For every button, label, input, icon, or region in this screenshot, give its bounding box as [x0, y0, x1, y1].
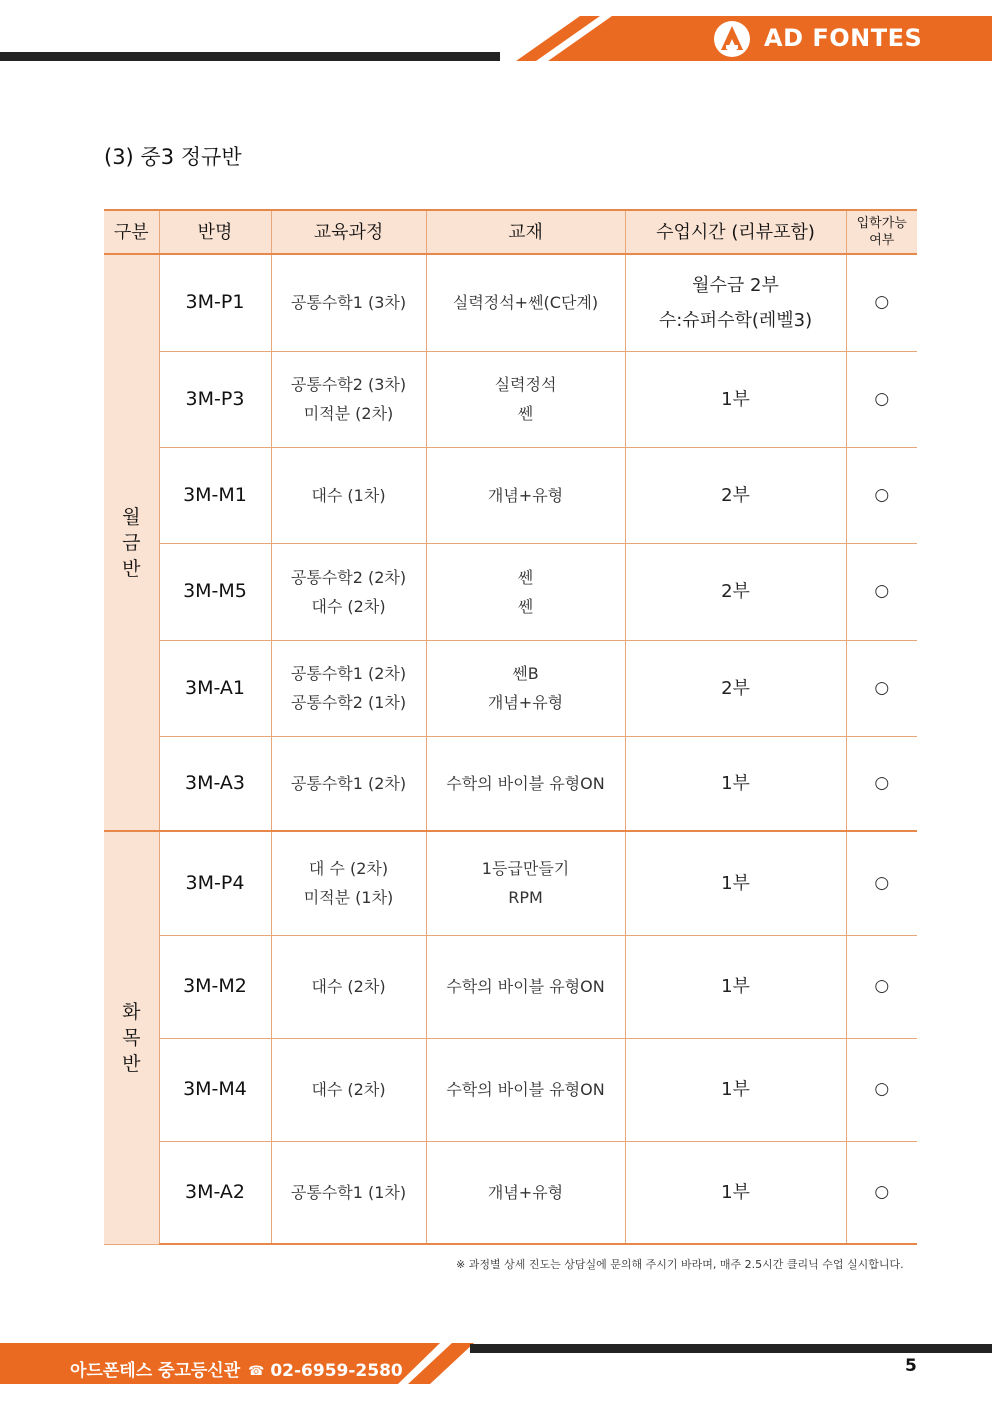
class-name: 3M-A3	[159, 736, 271, 831]
time-cell: 1부	[625, 935, 846, 1038]
textbook-cell	[426, 1141, 625, 1244]
brand-name: AD FONTES	[764, 24, 923, 52]
group-label-mon-fri	[104, 254, 159, 831]
textbook-line: 실력정석+쎈(C단계)	[452, 293, 599, 313]
availability-mark: ○	[846, 736, 917, 831]
time-line: 월수금 2부	[692, 274, 779, 296]
group-label-tue-thu	[104, 831, 159, 1244]
availability-mark: ○	[846, 1038, 917, 1141]
textbook-line: 쎈	[517, 596, 534, 616]
availability-mark: ○	[846, 640, 917, 736]
course-cell	[271, 254, 426, 351]
textbook-cell	[426, 447, 625, 543]
group-label-char: 월	[122, 505, 141, 528]
class-name: 3M-P3	[159, 351, 271, 447]
class-name: 3M-M1	[159, 447, 271, 543]
course-cell	[271, 640, 426, 736]
academy-name: 아드폰테스 중고등신관	[70, 1361, 241, 1381]
textbook-cell	[426, 543, 625, 640]
course-cell	[271, 1038, 426, 1141]
textbook-cell	[426, 831, 625, 935]
page-number: 5	[905, 1356, 917, 1376]
textbook-line: 수학의 바이블 유형ON	[446, 1080, 605, 1099]
group-label-char: 화	[122, 1000, 141, 1023]
textbook-cell	[426, 935, 625, 1038]
textbook-line: 개념+유형	[487, 693, 564, 712]
time-cell: 1부	[625, 351, 846, 447]
textbook-line: 수학의 바이블 유형ON	[446, 773, 605, 793]
textbook-cell	[426, 736, 625, 831]
header-course: 교육과정	[271, 210, 426, 254]
course-line: 공통수학1 (1차)	[290, 1182, 407, 1202]
table-header-row	[104, 210, 917, 254]
textbook-line: 쎈	[517, 567, 534, 587]
textbook-line: RPM	[508, 888, 543, 908]
class-name: 3M-A1	[159, 640, 271, 736]
textbook-line: 개념+유형	[487, 1182, 564, 1202]
course-cell	[271, 447, 426, 543]
phone-number: 02-6959-2580	[270, 1361, 403, 1381]
group-label-char: 반	[122, 557, 141, 580]
time-line: 수:슈퍼수학(레벨3)	[658, 309, 813, 331]
course-cell	[271, 351, 426, 447]
textbook-cell	[426, 351, 625, 447]
class-name: 3M-M2	[159, 935, 271, 1038]
availability-mark: ○	[846, 254, 917, 351]
textbook-cell	[426, 1038, 625, 1141]
table-row	[104, 736, 917, 831]
availability-mark: ○	[846, 351, 917, 447]
time-cell: 2부	[625, 543, 846, 640]
course-line: 대 수 (2차)	[308, 859, 389, 879]
availability-mark: ○	[846, 543, 917, 640]
group-label-char: 목	[122, 1026, 141, 1049]
header-enroll-line2: 여부	[869, 233, 895, 248]
course-line: 공통수학2 (2차)	[290, 567, 407, 587]
availability-mark: ○	[846, 1141, 917, 1244]
course-cell	[271, 543, 426, 640]
header-textbook: 교재	[426, 210, 625, 254]
table-row	[104, 831, 917, 935]
textbook-line: 수학의 바이블 유형ON	[446, 977, 605, 996]
time-cell	[625, 254, 846, 351]
textbook-line: 실력정석	[494, 375, 557, 394]
table-row	[104, 351, 917, 447]
group-label-char: 금	[122, 531, 141, 554]
course-line: 공통수학2 (1차)	[290, 693, 407, 712]
course-line: 대수 (2차)	[311, 1080, 386, 1099]
class-name: 3M-P1	[159, 254, 271, 351]
course-cell	[271, 736, 426, 831]
course-line: 공통수학1 (3차)	[290, 293, 407, 313]
footer-rule	[470, 1344, 992, 1353]
header-enroll-line1: 입학가능	[856, 216, 907, 231]
table-row	[104, 935, 917, 1038]
table-row	[104, 543, 917, 640]
class-name: 3M-A2	[159, 1141, 271, 1244]
time-cell: 1부	[625, 736, 846, 831]
header-schedule: 수업시간 (리뷰포함)	[625, 210, 846, 254]
group-label-char: 반	[122, 1052, 141, 1075]
footer-contact	[70, 1356, 403, 1381]
textbook-cell	[426, 254, 625, 351]
availability-mark: ○	[846, 447, 917, 543]
class-name: 3M-M4	[159, 1038, 271, 1141]
course-line: 미적분 (1차)	[303, 888, 394, 908]
section-title: (3) 중3 정규반	[104, 145, 242, 169]
header-class: 반명	[159, 210, 271, 254]
course-line: 공통수학1 (2차)	[290, 773, 407, 793]
course-cell	[271, 1141, 426, 1244]
availability-mark: ○	[846, 935, 917, 1038]
footnote: ※ 과정별 상세 진도는 상담실에 문의해 주시기 바라며, 매주 2.5시간 클리닉 수업 실시합니다.	[456, 1258, 904, 1271]
class-name: 3M-M5	[159, 543, 271, 640]
header-group: 구분	[104, 210, 159, 254]
course-cell	[271, 831, 426, 935]
textbook-line: 쎈B	[512, 664, 539, 683]
time-cell: 2부	[625, 640, 846, 736]
page-header	[0, 0, 992, 70]
logo-icon	[713, 20, 751, 58]
course-line: 대수 (1차)	[311, 485, 386, 505]
time-cell: 1부	[625, 831, 846, 935]
course-line: 대수 (2차)	[311, 596, 386, 616]
class-name: 3M-P4	[159, 831, 271, 935]
availability-mark: ○	[846, 831, 917, 935]
phone-icon: ☎	[248, 1364, 265, 1379]
time-cell: 2부	[625, 447, 846, 543]
course-cell	[271, 935, 426, 1038]
table-row	[104, 1141, 917, 1244]
course-line: 공통수학1 (2차)	[290, 664, 407, 683]
textbook-line: 쎈	[517, 404, 534, 423]
table-row	[104, 1038, 917, 1141]
time-cell: 1부	[625, 1038, 846, 1141]
class-schedule-table	[104, 209, 917, 1245]
header-enroll	[846, 210, 917, 254]
textbook-line: 개념+유형	[487, 485, 564, 505]
course-line: 공통수학2 (3차)	[290, 375, 407, 394]
table-row	[104, 254, 917, 351]
course-line: 대수 (2차)	[311, 977, 386, 996]
course-line: 미적분 (2차)	[303, 404, 394, 423]
time-cell: 1부	[625, 1141, 846, 1244]
textbook-cell	[426, 640, 625, 736]
table-row	[104, 640, 917, 736]
textbook-line: 1등급만들기	[481, 859, 570, 879]
table-row	[104, 447, 917, 543]
